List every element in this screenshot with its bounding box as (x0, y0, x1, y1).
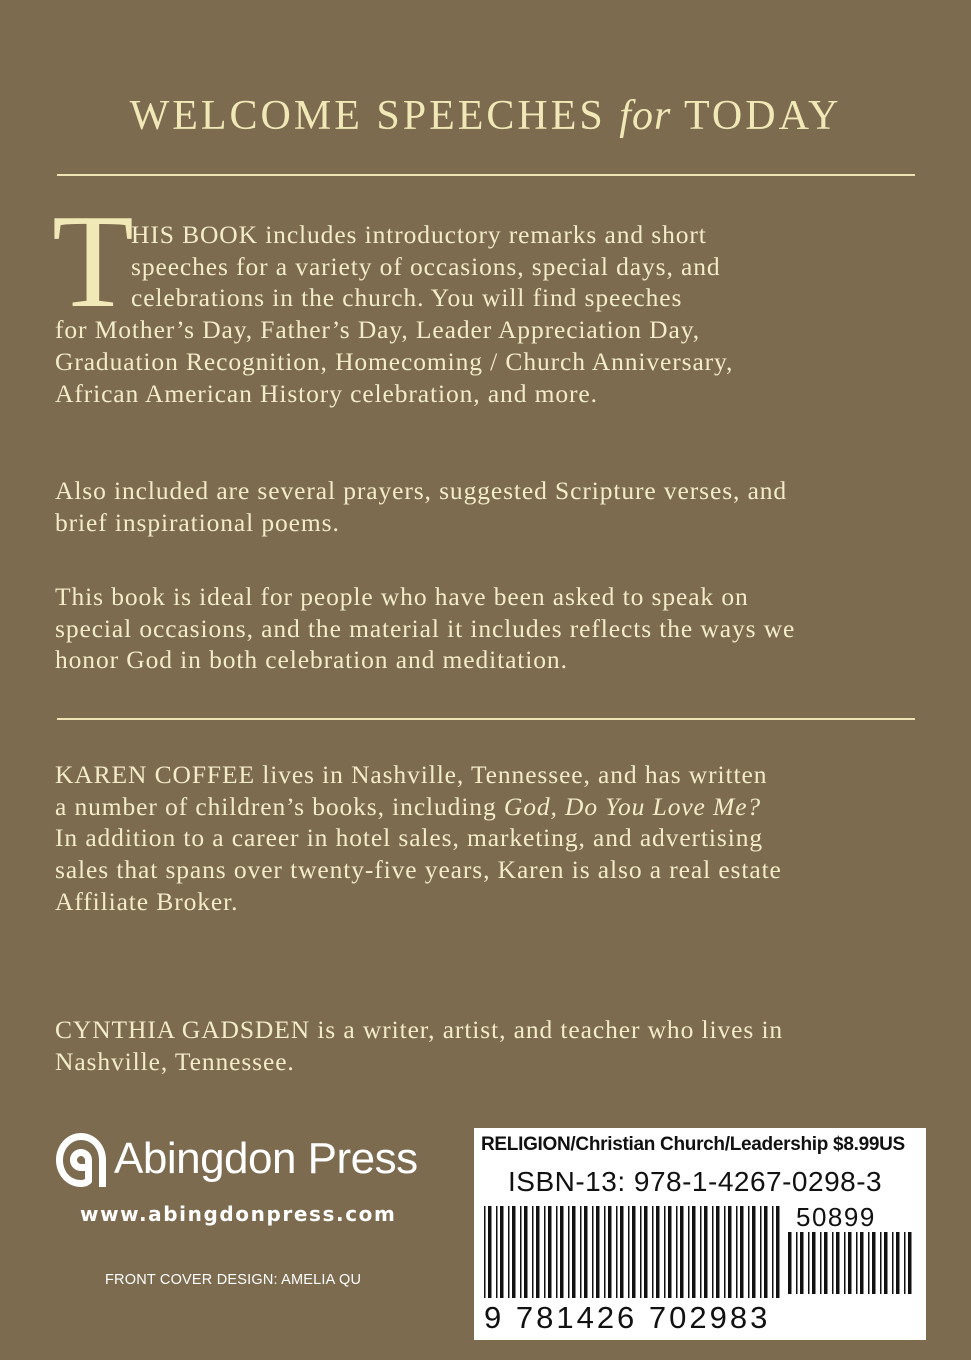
book-title (0, 92, 971, 140)
author-bio-cynthia (55, 1014, 925, 1077)
isbn-number: ISBN-13: 978-1-4267-0298-3 (508, 1166, 883, 1197)
abingdon-a-logo-icon (52, 1130, 110, 1190)
description-line: Graduation Recognition, Homecoming / Church Anniversary, (55, 346, 734, 376)
bio-line: Affiliate Broker. (55, 886, 239, 916)
price-code: 50899 (796, 1202, 876, 1232)
book-title-reference: God, Do You Love Me? (503, 791, 762, 821)
bio-line: sales that spans over twenty-five years, Karen is also a real estate (55, 855, 782, 885)
description-line: Also included are several prayers, suggested Scripture verses, and (55, 476, 788, 505)
title-part-2: for (619, 93, 672, 139)
bio-line-prefix: a number of children’s books, including (55, 791, 504, 821)
price-addon-barcode (788, 1232, 912, 1294)
bio-line: Nashville, Tennessee. (55, 1046, 295, 1076)
cover-design-credit: FRONT COVER DESIGN: AMELIA QU (105, 1272, 362, 1288)
description-paragraph-3 (55, 581, 925, 676)
description-line: This book is ideal for people who have been asked to speak on (55, 582, 749, 611)
isbn-barcode (484, 1206, 784, 1298)
bio-line: In addition to a career in hotel sales, marketing, and advertising (55, 823, 764, 853)
description-line: brief inspirational poems. (55, 507, 340, 537)
title-part-3: TODAY (671, 93, 842, 139)
description-line: African American History celebration, and more. (55, 378, 598, 408)
description-line: HIS BOOK includes introductory remarks and short (131, 220, 707, 249)
description-line: for Mother’s Day, Father’s Day, Leader Appreciation Day, (55, 315, 700, 345)
barcode-label (474, 1128, 926, 1340)
publisher-logo (52, 1130, 472, 1190)
title-part-1: WELCOME SPEECHES (129, 93, 620, 139)
barcode-digits: 9 781426 702983 (484, 1300, 771, 1335)
middle-divider (57, 718, 915, 720)
description-paragraph-2 (55, 475, 925, 538)
drop-cap: T (52, 187, 134, 335)
description-line: honor God in both celebration and meditation. (55, 645, 568, 675)
description-line: celebrations in the church. You will find speeches (131, 283, 683, 313)
publisher-url[interactable]: www.abingdonpress.com (80, 1202, 397, 1226)
author-bio-karen (55, 759, 925, 918)
description-line: speeches for a variety of occasions, special days, and (131, 251, 721, 281)
bio-line (55, 791, 925, 823)
top-divider (57, 174, 915, 176)
bio-line: CYNTHIA GADSDEN is a writer, artist, and teacher who lives in (55, 1015, 784, 1044)
publisher-name: Abingdon Press (114, 1134, 418, 1183)
category-price: RELIGION/Christian Church/Leadership $8.99US (481, 1134, 905, 1155)
bio-line: KAREN COFFEE lives in Nashville, Tennessee, and has written (55, 760, 768, 789)
description-paragraph-1 (55, 219, 925, 409)
description-line: special occasions, and the material it includes reflects the ways we (55, 613, 796, 643)
